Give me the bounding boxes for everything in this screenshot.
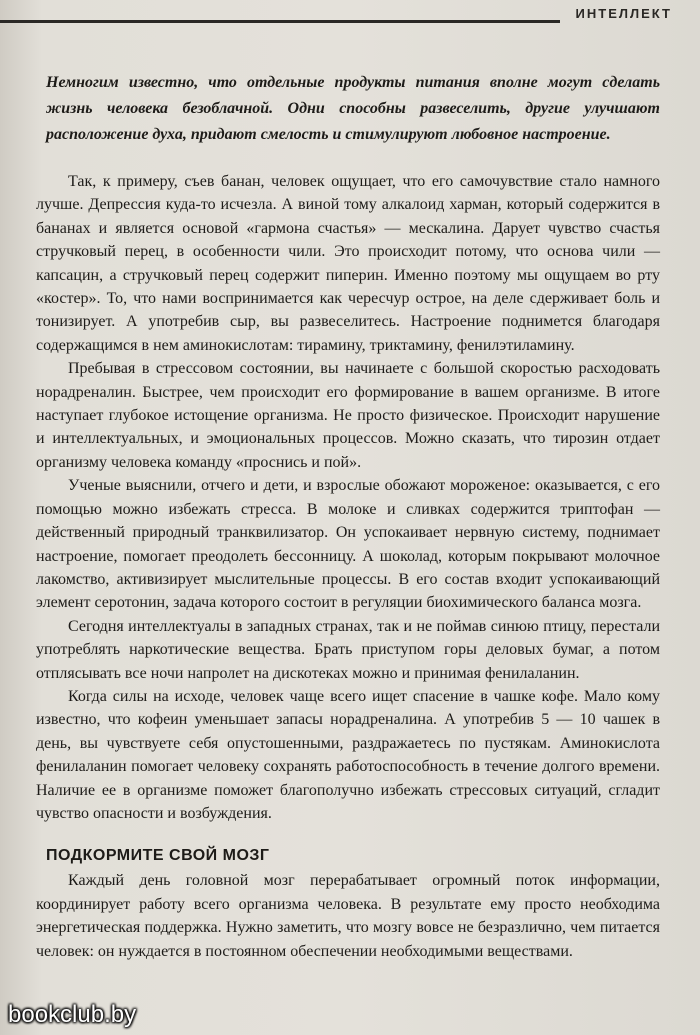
header-rule (0, 20, 560, 23)
watermark: bookclub.by (8, 1001, 137, 1028)
body-paragraph-1: Так, к примеру, съев банан, человек ощущает, что его самочувствие стало намного лучше. Депрессия куда-то исчезла. А виной тому алкалоид харман, который содержится в бананах и является основой «гармона счастья» — мескалина. Дарует чувство счастья стручковый перец, в особенности чили. Это происходит потому, что основа чили — капсацин, а стручковый перец содержит пиперин. Именно поэтому мы ощущаем во рту «костер». То, что нами воспринимается как чересчур острое, на деле сдерживает боль и тонизирует. А употребив сыр, вы развеселитесь. Настроение поднимется благодаря содержащимся в нем аминокислотам: тирамину, триктамину, фенилэтиламину. (36, 173, 660, 354)
section-heading: ПОДКОРМИТЕ СВОЙ МОЗГ (46, 847, 270, 865)
section-paragraph: Каждый день головной мозг перерабатывает огромный поток информации, координирует работу всего организма человека. В результате ему просто необходима энергетическая поддержка. Нужно заметить, что мозгу вовсе не безразлично, чем питается человек: он нуждается в постоянном обеспечении необходимыми веществами. (36, 872, 660, 960)
page-content (36, 70, 660, 963)
lead-paragraph: Немногим известно, что отдельные продукты питания вполне могут сделать жизнь человека безоблачной. Одни способны развеселить, другие улучшают расположение духа, придают смелость и стимулируют любовное настроение. (46, 74, 660, 143)
body-paragraph-3: Ученые выяснили, отчего и дети, и взрослые обожают мороженое: оказывается, с его помощью можно избежать стресса. В молоке и сливках содержится триптофан — действенный природный транквилизатор. Он успокаивает нервную систему, поднимает настроение, помогает преодолеть бессонницу. А шоколад, которым покрывают молочное лакомство, активизирует мыслительные процессы. В его состав входит успокаивающий элемент серотонин, задача которого состоит в регуляции биохимического баланса мозга. (36, 477, 660, 612)
body-paragraph-2: Пребывая в стрессовом состоянии, вы начинаете с большой скоростью расходовать норадреналин. Быстрее, чем происходит его формирование в вашем организме. В итоге наступает глубокое истощение организма. Не просто физическое. Происходит нарушение и интеллектуальных, и эмоциональных процессов. Можно сказать, что тирозин отдает организму человека команду «проснись и пой». (36, 360, 660, 471)
body-paragraph-5: Когда силы на исходе, человек чаще всего ищет спасение в чашке кофе. Мало кому известно, что кофеин уменьшает запасы норадреналина. А употребив 5 — 10 чашек в день, вы чувствуете себя опустошенными, раздражаетесь по пустякам. Аминокислота фенилаланин помогает человеку сохранять работоспособность в течение долгого времени. Наличие ее в организме поможет благополучно избежать стрессовых ситуаций, сгладит чувство опасности и возбуждения. (36, 687, 660, 822)
running-header: ИНТЕЛЛЕКТ (575, 6, 672, 21)
body-paragraph-4: Сегодня интеллектуалы в западных странах, так и не поймав синюю птицу, перестали употреблять наркотические вещества. Брать приступом горы деловых бумаг, а потом отплясывать все ночи напролет на дискотеках можно и принимая фенилаланин. (36, 617, 660, 682)
